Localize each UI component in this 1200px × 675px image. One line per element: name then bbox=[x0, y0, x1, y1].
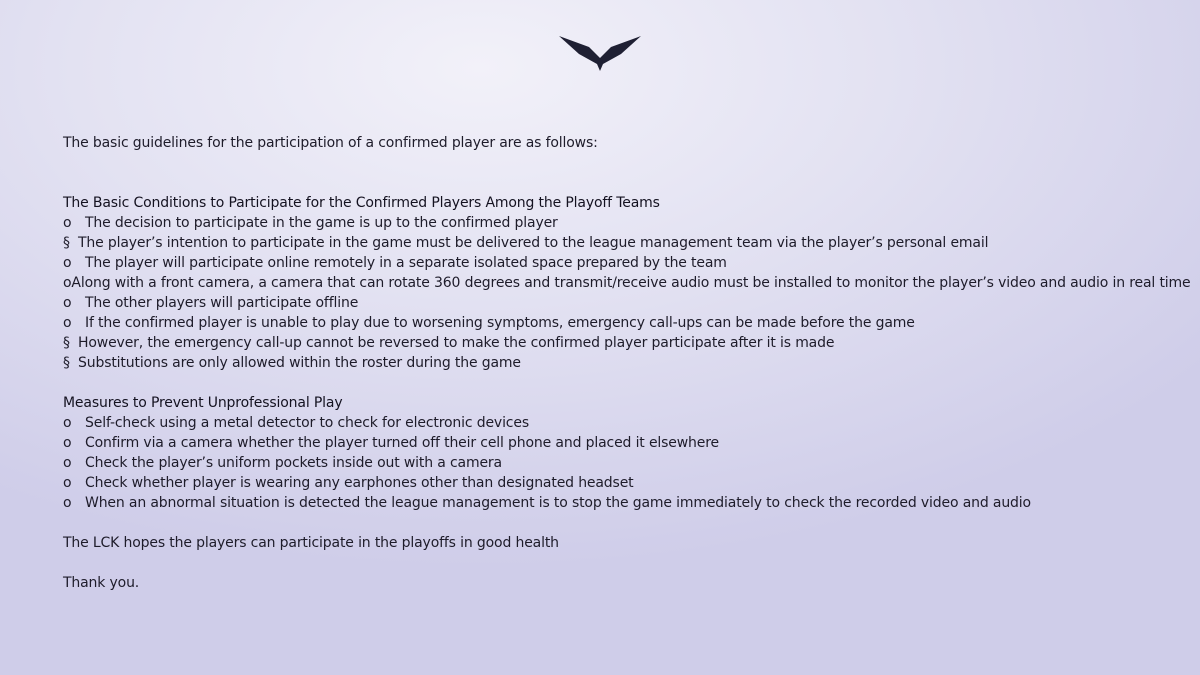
bullet-marker: o bbox=[63, 295, 72, 311]
bullet-marker: o bbox=[63, 315, 72, 331]
list-item bbox=[63, 213, 1183, 233]
bird-wings-icon bbox=[559, 34, 641, 72]
bullet-marker: o bbox=[63, 475, 72, 491]
list-item bbox=[63, 473, 1183, 493]
list-item-text: Self-check using a metal detector to check for electronic devices bbox=[85, 415, 529, 431]
measures-list bbox=[63, 413, 1183, 513]
list-item bbox=[63, 293, 1183, 313]
participation-list bbox=[63, 213, 1191, 373]
bullet-marker: § bbox=[63, 235, 70, 251]
bullet-marker: o bbox=[63, 435, 72, 451]
bullet-marker: o bbox=[63, 255, 72, 271]
list-item-text: The player’s intention to participate in the game must be delivered to the league management team via the player’s personal email bbox=[78, 235, 989, 251]
list-item bbox=[63, 233, 1183, 253]
bullet-marker: § bbox=[63, 355, 70, 371]
list-item bbox=[63, 413, 1183, 433]
list-item-text: Along with a front camera, a camera that can rotate 360 degrees and transmit/receive audio must be installed to monitor the player’s video and audio in real time bbox=[71, 275, 1191, 291]
list-item-text: Confirm via a camera whether the player turned off their cell phone and placed it elsewhere bbox=[85, 435, 720, 451]
list-item bbox=[63, 253, 1183, 273]
signoff-text: Thank you. bbox=[63, 575, 140, 591]
list-item-text: Check whether player is wearing any earphones other than designated headset bbox=[85, 475, 634, 491]
bullet-marker: o bbox=[63, 415, 72, 431]
list-item bbox=[63, 493, 1183, 513]
list-item bbox=[63, 313, 1183, 333]
intro-text: The basic guidelines for the participation of a confirmed player are as follows: bbox=[63, 135, 598, 151]
list-item-text: The other players will participate offline bbox=[85, 295, 359, 311]
list-item bbox=[63, 333, 1183, 353]
list-item-text: When an abnormal situation is detected the league management is to stop the game immediately to check the recorded video and audio bbox=[85, 495, 1031, 511]
bullet-marker: o bbox=[63, 275, 72, 291]
list-item bbox=[63, 273, 1191, 293]
bullet-marker: § bbox=[63, 335, 70, 351]
bullet-marker: o bbox=[63, 215, 72, 231]
closing-text: The LCK hopes the players can participate in the playoffs in good health bbox=[63, 535, 559, 551]
list-item-text: If the confirmed player is unable to play due to worsening symptoms, emergency call-ups can be made before the game bbox=[85, 315, 915, 331]
bullet-marker: o bbox=[63, 495, 72, 511]
list-item bbox=[63, 433, 1183, 453]
list-item-text: Check the player’s uniform pockets inside out with a camera bbox=[85, 455, 502, 471]
list-item-text: However, the emergency call-up cannot be reversed to make the confirmed player participate after it is made bbox=[78, 335, 835, 351]
list-item-text: The decision to participate in the game is up to the confirmed player bbox=[85, 215, 558, 231]
list-item bbox=[63, 353, 1183, 373]
list-item bbox=[63, 453, 1183, 473]
section-title-measures: Measures to Prevent Unprofessional Play bbox=[63, 395, 343, 411]
section-title-participation: The Basic Conditions to Participate for the Confirmed Players Among the Playoff Teams bbox=[63, 195, 660, 211]
list-item-text: Substitutions are only allowed within the roster during the game bbox=[78, 355, 521, 371]
bullet-marker: o bbox=[63, 455, 72, 471]
list-item-text: The player will participate online remotely in a separate isolated space prepared by the team bbox=[85, 255, 727, 271]
announcement-body bbox=[63, 133, 1191, 593]
